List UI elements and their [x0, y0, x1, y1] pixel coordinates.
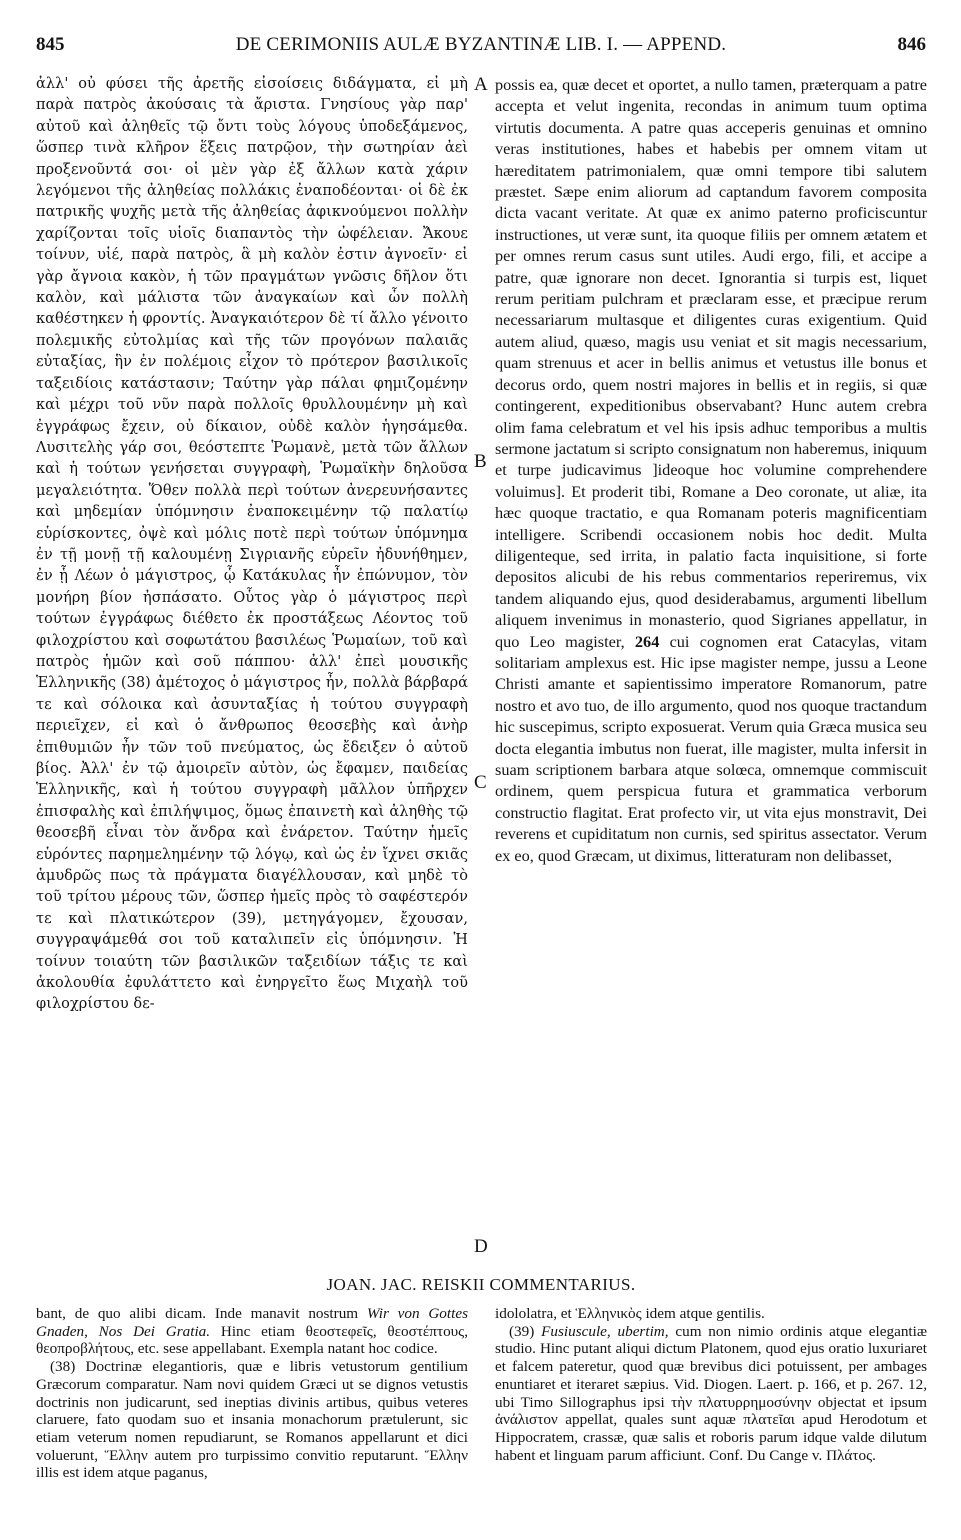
- footnote-39: [495, 1323, 927, 1465]
- commentary-heading: JOAN. JAC. REISKII COMMENTARIUS.: [326, 1275, 636, 1294]
- margin-marker-c: C: [474, 772, 487, 793]
- commentary-right-column: [495, 1305, 927, 1464]
- commentary-italic: Fusiuscule, ubertim,: [541, 1322, 669, 1340]
- commentary-text: bant, de quo alibi dicam. Inde manavit nostrum: [36, 1305, 367, 1322]
- margin-marker-d: D: [474, 1236, 488, 1257]
- latin-text-part-1: possis ea, quæ decet et oportet, a nullo tamen, præterquam a patre accepta et velut ingenita, recondas in animum tuum optima virtutis documenta. A patre quas acceperis genuinas et omnino veras institutiones, habes et habebis per omnem vitam ut hæreditatem patrimonialem, quæ omni tempore tibi salutem præstet. Sæpe enim aliorum ad captandum favorem composita dicta vacant veritate. At quæ ex animo paterno proficiscuntur instructiones, ut veræ sunt, ita quoque filiis per omnem ætatem et per omnes rerum casus sunt utiles. Audi ergo, fili, et accipe a patre, quæ ignorare non decet. Ignorantia si turpis est, liquet rerum peritiam pulchram et præclaram esse, et præcipue rerum necessariarum multasque et diligentes curas exigentium. Quid autem aliud, quæso, magis usu veniat et sit magis necessarium, quam strenuus et acer in bellis animus et vetustus ille bonus et decorus ordo, quem nostri majores in bellis et in regiis, si quæ contingerent, expeditionibus observabant? Hunc autem crebra olim fama celebratum et vel his ipsis adhuc temporibus a multis sermone jactatum si scripto consignatum non haberemus, iniquum et turpe judicavimus ]ideoque hoc volumine comprehendere voluimus]. Et proderit tibi, Romane a Deo coronate, ut aliæ, ita hæc quoque tractatio, e qua Romanam poteris magnificentiam intelligere. Scribendi occasionem nobis hoc dedit. Multa diligenteque, sed irrita, in palatio facta inquisitione, si forte depositos alicubi de his rebus commentarios reperiremus, vix tandem aliquando ejus, quod desiderabamus, argumenti libellum aliquem invenimus in monasterio, quod Sigrianes appellatur, in quo Leo magister,: [495, 75, 927, 651]
- commentary-text: (39): [509, 1322, 542, 1340]
- page-number-right: 846: [897, 34, 926, 55]
- page-number-left: 845: [36, 34, 65, 55]
- running-title: DE CERIMONIIS AULÆ BYZANTINÆ LIB. I. — APPEND.: [235, 34, 727, 55]
- commentary-left-column: [36, 1305, 468, 1482]
- margin-marker-b: B: [474, 451, 487, 472]
- margin-marker-a: A: [474, 74, 488, 95]
- page-reference-number: 264: [634, 631, 660, 651]
- latin-text-part-2: cui cognomen erat Catacylas, vitam solitariam amplexus est. Hic ipse magister nempe, jussu a Leone Christi amante et sapientissimo imperatore Romanorum, patre nostro et avo tuo, de illo argumento, quod nos quoque tractandum hic suscepimus, scripto exposuerat. Verum quia Græca musica seu docta elegantia imbutus non fuerat, ille magister, multa infersit in suam scriptionem barbara atque solœca, omnemque commiscuit ordinem, quem perspicua futura et grammatica verborum constructio flagitat. Erat profecto vir, ut vita ejus monstravit, Dei reverens et cupiditatum non curnis, sed spiritus assectator. Verum ex eo, quod Græcam, ut diximus, litteraturam non delibasset,: [495, 631, 928, 865]
- commentary-italic: Wir von Gottes Gnaden, Nos Dei Gratia.: [36, 1305, 468, 1340]
- running-head: [36, 34, 926, 58]
- footnote-38: (38) Doctrinæ elegantioris, quæ e libris vetustorum gentilium Græcorum comparatur. Nam novi quidem Græci ut se dignos vetustis doctrinis non judicarunt, sed ineptias divinis artibus, quibus veteres claruere, fato quodam suo et insania monachorum prætulerunt, sic etiam veterum nomen repudiarunt, se Romanos appellarunt et dici voluerunt, Ἕλλην autem pro turpissimo convitio reputarunt. Ἕλλην illis est idem atque paganus,: [36, 1358, 468, 1482]
- commentary-text: Hinc etiam θεοστεφεῖς, θεοστέπτους, θεοπροβλήτους, etc. sese appellabant. Exempla natant hoc codice.: [36, 1322, 468, 1358]
- latin-column: [495, 74, 927, 866]
- commentary-text: cum non nimio ordinis atque elegantiæ studio. Hinc putant aliqui dictum Platonem, quod ejus oratio luxuriaret et falcem pateretur, quod quæ brevibus dici potuissent, per ambages enuntiaret et iteraret sæpius. Vid. Diogen. Laert. p. 166, et p. 267. 12, ubi Timo Sillographus ipsi τὴν πλατυρρημοσύνην objectat et ipsum ἀνάλιστον appellat, quales sunt aquæ πλατεῖαι apud Herodotum et Hippocratem, crassæ, quæ salis et roboris parum idque valde dilutum habent et linguam parum afficiunt. Conf. Du Cange v. Πλάτος.: [495, 1322, 928, 1464]
- commentary-paragraph: idololatra, et Ἑλληνικὸς idem atque gentilis.: [495, 1305, 765, 1322]
- commentary-paragraph: [36, 1305, 468, 1358]
- greek-column: ἀλλ' οὐ φύσει τῆς ἀρετῆς εἰσοίσεις διδάγματα, εἰ μὴ παρὰ πατρὸς ἀκούσαις τὰ ἄριστα. Γνησίους γὰρ παρ' αὐτοῦ καὶ ἀληθεῖς τῷ ὄντι τοὺς λόγους ὑποδεξάμενος, ὥσπερ τινὰ κλῆρον ἕξεις πατρῷον, τὴν σωτηρίαν ἀεὶ προξενοῦντά σοι· οἱ μὲν γὰρ ἐξ ἄλλων κατὰ χάριν λεγόμενοι τῆς ἀληθείας πολλάκις ἐναποδέονται· οἱ δὲ ἐκ πατρικῆς ψυχῆς μετὰ τῆς ἀληθείας ἀφικνούμενοι πολλὴν χαρίζονται τοῖς υἱοῖς διαπαντὸς τὴν ὠφέλειαν. Ἄκουε τοίνυν, υἱέ, παρὰ πατρὸς, ἃ μὴ καλὸν ἐστιν ἀγνοεῖν· εἰ γὰρ ἄγνοια κακὸν, ἡ τῶν πραγμάτων γνῶσις δῆλον ὅτι καλὸν, καὶ μάλιστα τῶν ἀναγκαίων καὶ ὧν πολλὴ καθέστηκεν ἡ φροντίς. Ἀναγκαιότερον δὲ τί ἄλλο γένοιτο πολεμικῆς εὐτολμίας καὶ τῆς τῶν προγόνων παλαιᾶς εὐταξίας, ἣν ἐν πολέμοις εἶχον τὸ πρότερον βασιλικοῖς ταξειδίοις κατάστασιν; Ταύτην γὰρ πάλαι φημιζομένην καὶ μέχρι τοῦ νῦν παρὰ πολλοῖς θρυλλουμένην μὴ καὶ ἐγγράφως ἔχειν, οὐ δίκαιον, οὐδὲ καλὸν ἡγησάμεθα. Λυσιτελὴς γάρ σοι, θεόστεπτε Ῥωμανὲ, μετὰ τῶν ἄλλων καὶ ἡ τούτων γενήσεται συγγραφὴ, Ῥωμαϊκὴν δηλοῦσα μεγαλειότητα. Ὅθεν πολλὰ περὶ τούτων ἀνερευνήσαντες καὶ μηδεμίαν ὑπόμνησιν ἐναποκειμένην τῷ παλατίῳ εὑρίσκοντες, ὀψὲ καὶ μόλις ποτὲ περὶ τούτων ὑπόμνημα ἐν τῇ μονῇ τῇ καλουμένῃ Σιγριανῆς εὑρεῖν ἠδυνήθημεν, ἐν ᾗ Λέων ὁ μάγιστρος, ᾧ Κατάκυλας ἦν ἐπώνυμον, τὸν μονήρη βίον ἠσπάσατο. Οὗτος γὰρ ὁ μάγιστρος περὶ τούτων ἐγγράφως διέθετο ἐκ προστάξεως Λέοντος τοῦ φιλοχρίστου καὶ σοφωτάτου βασιλέως Ῥωμαίων, τοῦ καὶ πατρὸς ἡμῶν καὶ σοῦ πάππου· ἀλλ' ἐπεὶ μουσικῆς Ἑλληνικῆς (38) ἀμέτοχος ὁ μάγιστρος ἦν, πολλὰ βάρβαρά τε καὶ σόλοικα καὶ ἀσυνταξίας ἡ τούτου συγγραφὴ περιεῖχεν, εἰ καὶ ὁ ἄνθρωπος θεοσεβὴς καὶ ἀνὴρ ἐπιθυμιῶν ἦν τῶν τοῦ πνεύματος, ὡς ἔδειξεν ὁ αὐτοῦ βίος. Ἀλλ' ἐν τῷ ἀμοιρεῖν αὐτὸν, ὡς ἔφαμεν, παιδείας Ἑλληνικῆς, καὶ ἡ τούτου συγγραφὴ μᾶλλον ὑπῆρχεν ἐπισφαλὴς καὶ ἐπιλήψιμος, ὅμως ἐπαινετὴ καὶ ἀληθὴς τῷ θεοσεβῆ εἶναι τὸν ἄνδρα καὶ ἐνάρετον. Ταύτην ἡμεῖς εὑρόντες παρημελημένην τῷ λόγῳ, καὶ ὡς ἐν ἴχνει σκιᾶς ἀμυδρῶς πως τὰ πράγματα διαγέλλουσαν, καὶ μηδὲ τὸ τοῦ τρίτου μέρους τῶν, ὥσπερ ἡμεῖς πρὸς τὸ σαφέστερόν τε καὶ πλατικώτερον (39), μετηγάγομεν, ἔχουσαν, συγγραψάμεθά σοι τοῦ καταλιπεῖν εἰς ὑπόμνησιν. Ἡ τοίνυν τοιαύτη τῶν βασιλικῶν ταξειδίων τάξις τε καὶ ἀκολουθία ἐφυλάττετο καὶ ἐνηργεῖτο ἕως Μιχαὴλ τοῦ φιλοχρίστου δε-: [36, 76, 468, 1013]
